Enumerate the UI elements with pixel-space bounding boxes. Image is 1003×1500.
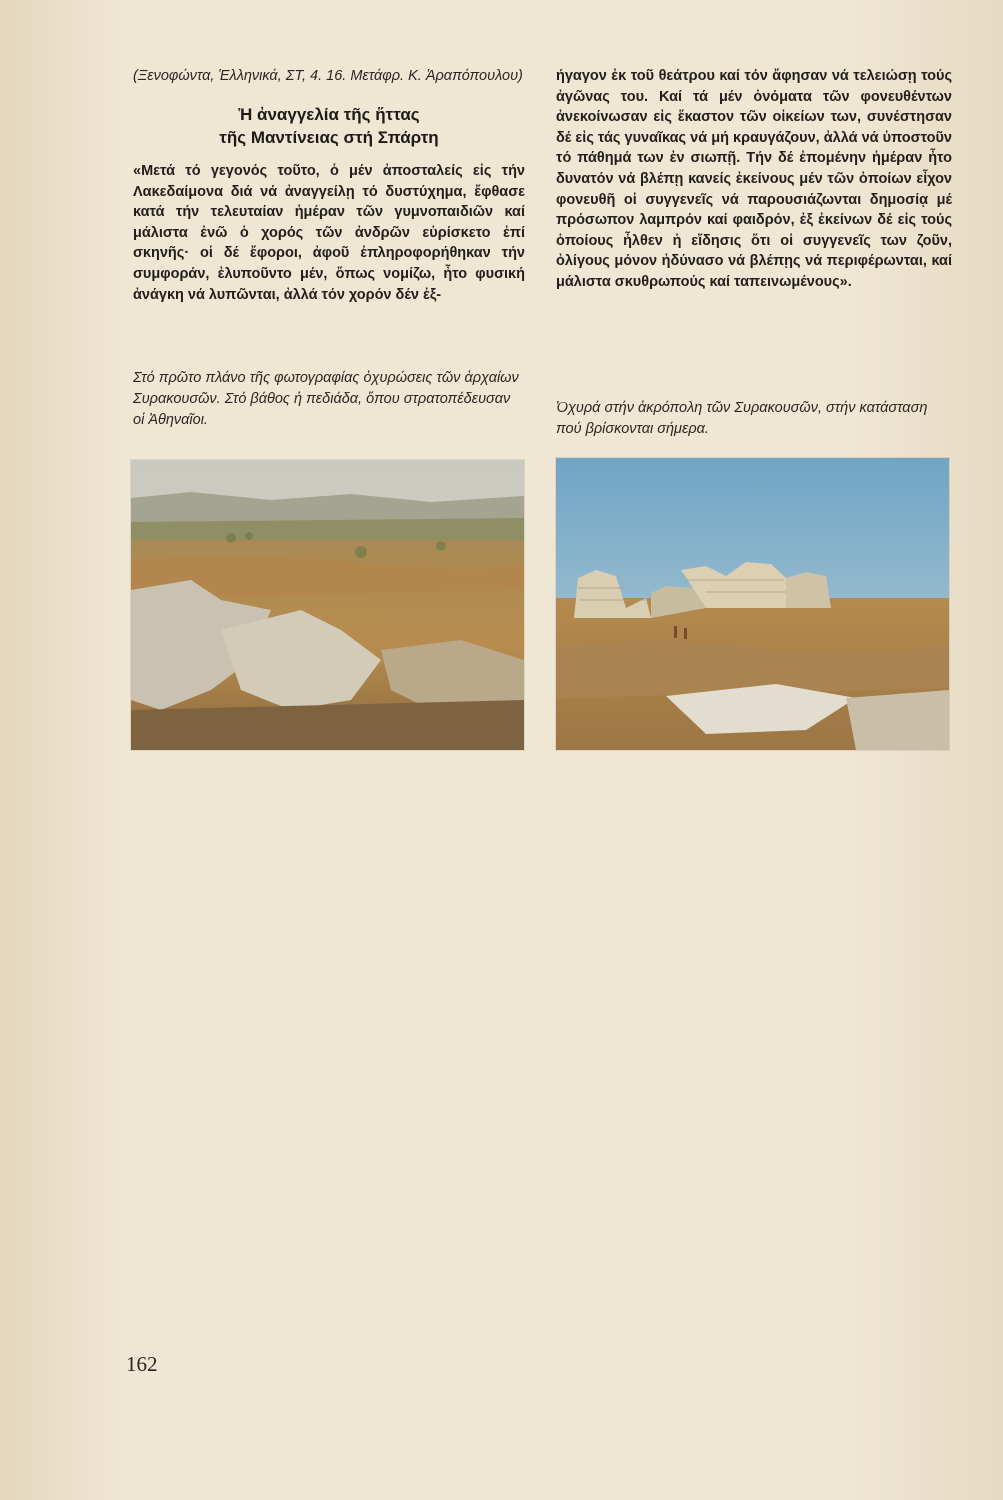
photo-syracuse-fortifications — [556, 458, 949, 750]
photo-caption-right: Ὀχυρά στήν ἀκρόπολη τῶν Συρακουσῶν, στήν κατάσταση πού βρίσκονται σήμερα. — [556, 400, 928, 437]
photo-syracuse-plain — [131, 460, 524, 750]
page-number: 162 — [126, 1352, 158, 1376]
photo-caption-left: Στό πρῶτο πλάνο τῆς φωτογραφίας ὀχυρώσεις τῶν ἀρχαίων Συρακουσῶν. Στό βάθος ἡ πεδιάδα, ὅπου στρατοπέδευσαν οἱ Ἀθηναῖοι. — [133, 370, 519, 428]
show-through-text — [150, 760, 970, 1400]
source-reference: (Ξενοφώντα, Ἑλληνικά, ΣΤ, 4. 16. Μετάφρ. Κ. Ἀραπόπουλου) — [133, 68, 523, 84]
right-column — [556, 66, 952, 293]
heading-line-1: Ἡ ἀναγγελία τῆς ἥττας — [238, 105, 420, 124]
section-heading — [133, 103, 525, 149]
left-column — [133, 66, 525, 305]
quote-right: ήγαγον ἐκ τοῦ θεάτρου καί τόν ἄφησαν νά τελειώσῃ τούς ἀγῶνας του. Καί τά μέν ὀνόματα τῶν φονευθέντων ἀνεκοίνωσαν εἰς ἕκαστον τῶν οἰκείων των, συνέστησαν δέ εἰς τάς γυναῖκας νά μή κραυγάζουν, ἀλλά νά ὑποστοῦν τό πάθημά των ἐν σιωπῇ. Τήν δέ ἐπομένην ἡμέραν ἦτο δυνατόν νά βλέπῃ κανείς ἐκείνους μέν τῶν ὁποίων εἶχον φονευθῆ οἱ συγγενεῖς νά παρουσιάζωνται δημοσίᾳ μέ πρόσωπον λαμπρόν καί φαιδρόν, ἐξ ἐκείνων δέ εἰς τούς ὁποίους ἦλθεν ἡ εἴδησις ὅτι οἱ συγγενεῖς των ζοῦν, ὀλίγους μόνον ἠδύνασο νά βλέπῃς νά περιφέρωνται, καί μάλιστα σκυθρωπούς καί ταπεινωμένους». — [556, 68, 952, 290]
quote-left: «Μετά τό γεγονός τοῦτο, ὁ μέν ἀποσταλείς εἰς τήν Λακεδαίμονα διά νά ἀναγγείλῃ τό δυστύχημα, ἔφθασε κατά τήν τελευταίαν ἡμέραν τῶν γυμνοπαιδιῶν καί μάλιστα ἐνῶ ὁ χορός τῶν ἀνδρῶν εὑρίσκετο ἐπί σκηνῆς· οἱ δέ ἔφοροι, ἀφοῦ ἐπληροφορήθηκαν τήν συμφοράν, ἐλυποῦντο μέν, ὅπως νομίζω, ἦτο φυσική ἀνάγκη νά λυπῶνται, ἀλλά τόν χορόν δέν ἐξ- — [133, 163, 525, 303]
heading-line-2: τῆς Μαντίνειας στή Σπάρτη — [219, 128, 439, 147]
